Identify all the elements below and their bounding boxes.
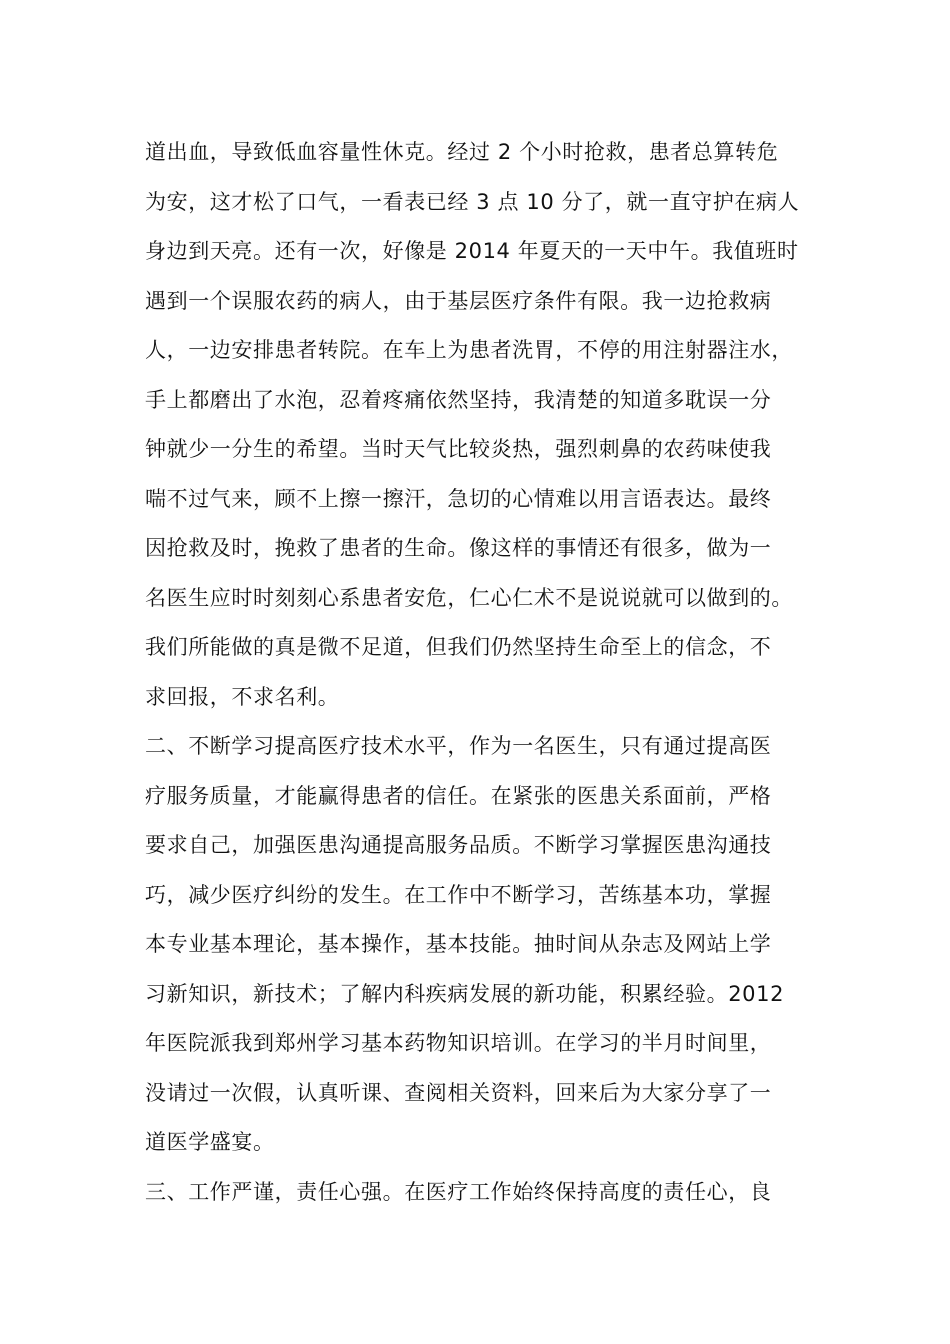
text-line: 钟就少一分生的希望。当时天气比较炎热，强烈刺鼻的农药味使我	[145, 437, 772, 461]
text-line: 名医生应时时刻刻心系患者安危，仁心仁术不是说说就可以做到的。	[145, 585, 793, 610]
text-line: 我们所能做的真是微不足道，但我们仍然坚持生命至上的信念，不	[145, 635, 772, 659]
text-line: 年医院派我到郑州学习基本药物知识培训。在学习的半月时间里，	[145, 1031, 772, 1055]
text-line: 人，一边安排患者转院。在车上为患者洗胃，不停的用注射器注水，	[145, 338, 793, 362]
text-line: 要求自己，加强医患沟通提高服务品质。不断学习掌握医患沟通技	[145, 833, 772, 857]
text-line: 为安，这才松了口气，一看表已经 3 点 10 分了，就一直守护在病人	[145, 189, 800, 214]
text-line: 习新知识，新技术；了解内科疾病发展的新功能，积累经验。2012	[145, 981, 785, 1006]
text-line: 手上都磨出了水泡，忍着疼痛依然坚持，我清楚的知道多耽误一分	[145, 387, 772, 412]
text-line: 求回报，不求名利。	[145, 684, 340, 709]
text-line: 身边到天亮。还有一次，好像是 2014 年夏天的一天中午。我值班时	[145, 239, 799, 263]
text-line: 道医学盛宴。	[145, 1130, 275, 1154]
text-line: 巧，减少医疗纠纷的发生。在工作中不断学习，苦练基本功，掌握	[145, 882, 772, 907]
section-heading-line: 三、工作严谨，责任心强。在医疗工作始终保持高度的责任心，良	[145, 1179, 772, 1204]
section-heading-line: 二、不断学习提高医疗技术水平，作为一名医生，只有通过提高医	[145, 734, 772, 758]
text-line: 因抢救及时，挽救了患者的生命。像这样的事情还有很多，做为一	[145, 536, 772, 560]
text-line: 疗服务质量，才能赢得患者的信任。在紧张的医患关系面前，严格	[145, 783, 772, 808]
text-line: 喘不过气来，顾不上擦一擦汗，急切的心情难以用言语表达。最终	[145, 486, 772, 511]
text-line: 没请过一次假，认真听课、查阅相关资料，回来后为大家分享了一	[145, 1080, 772, 1105]
text-line: 道出血，导致低血容量性休克。经过 2 个小时抢救，患者总算转危	[145, 140, 779, 164]
text-line: 本专业基本理论，基本操作，基本技能。抽时间从杂志及网站上学	[145, 932, 772, 956]
document-body-text	[145, 128, 817, 1217]
text-line: 遇到一个误服农药的病人，由于基层医疗条件有限。我一边抢救病	[145, 288, 772, 313]
